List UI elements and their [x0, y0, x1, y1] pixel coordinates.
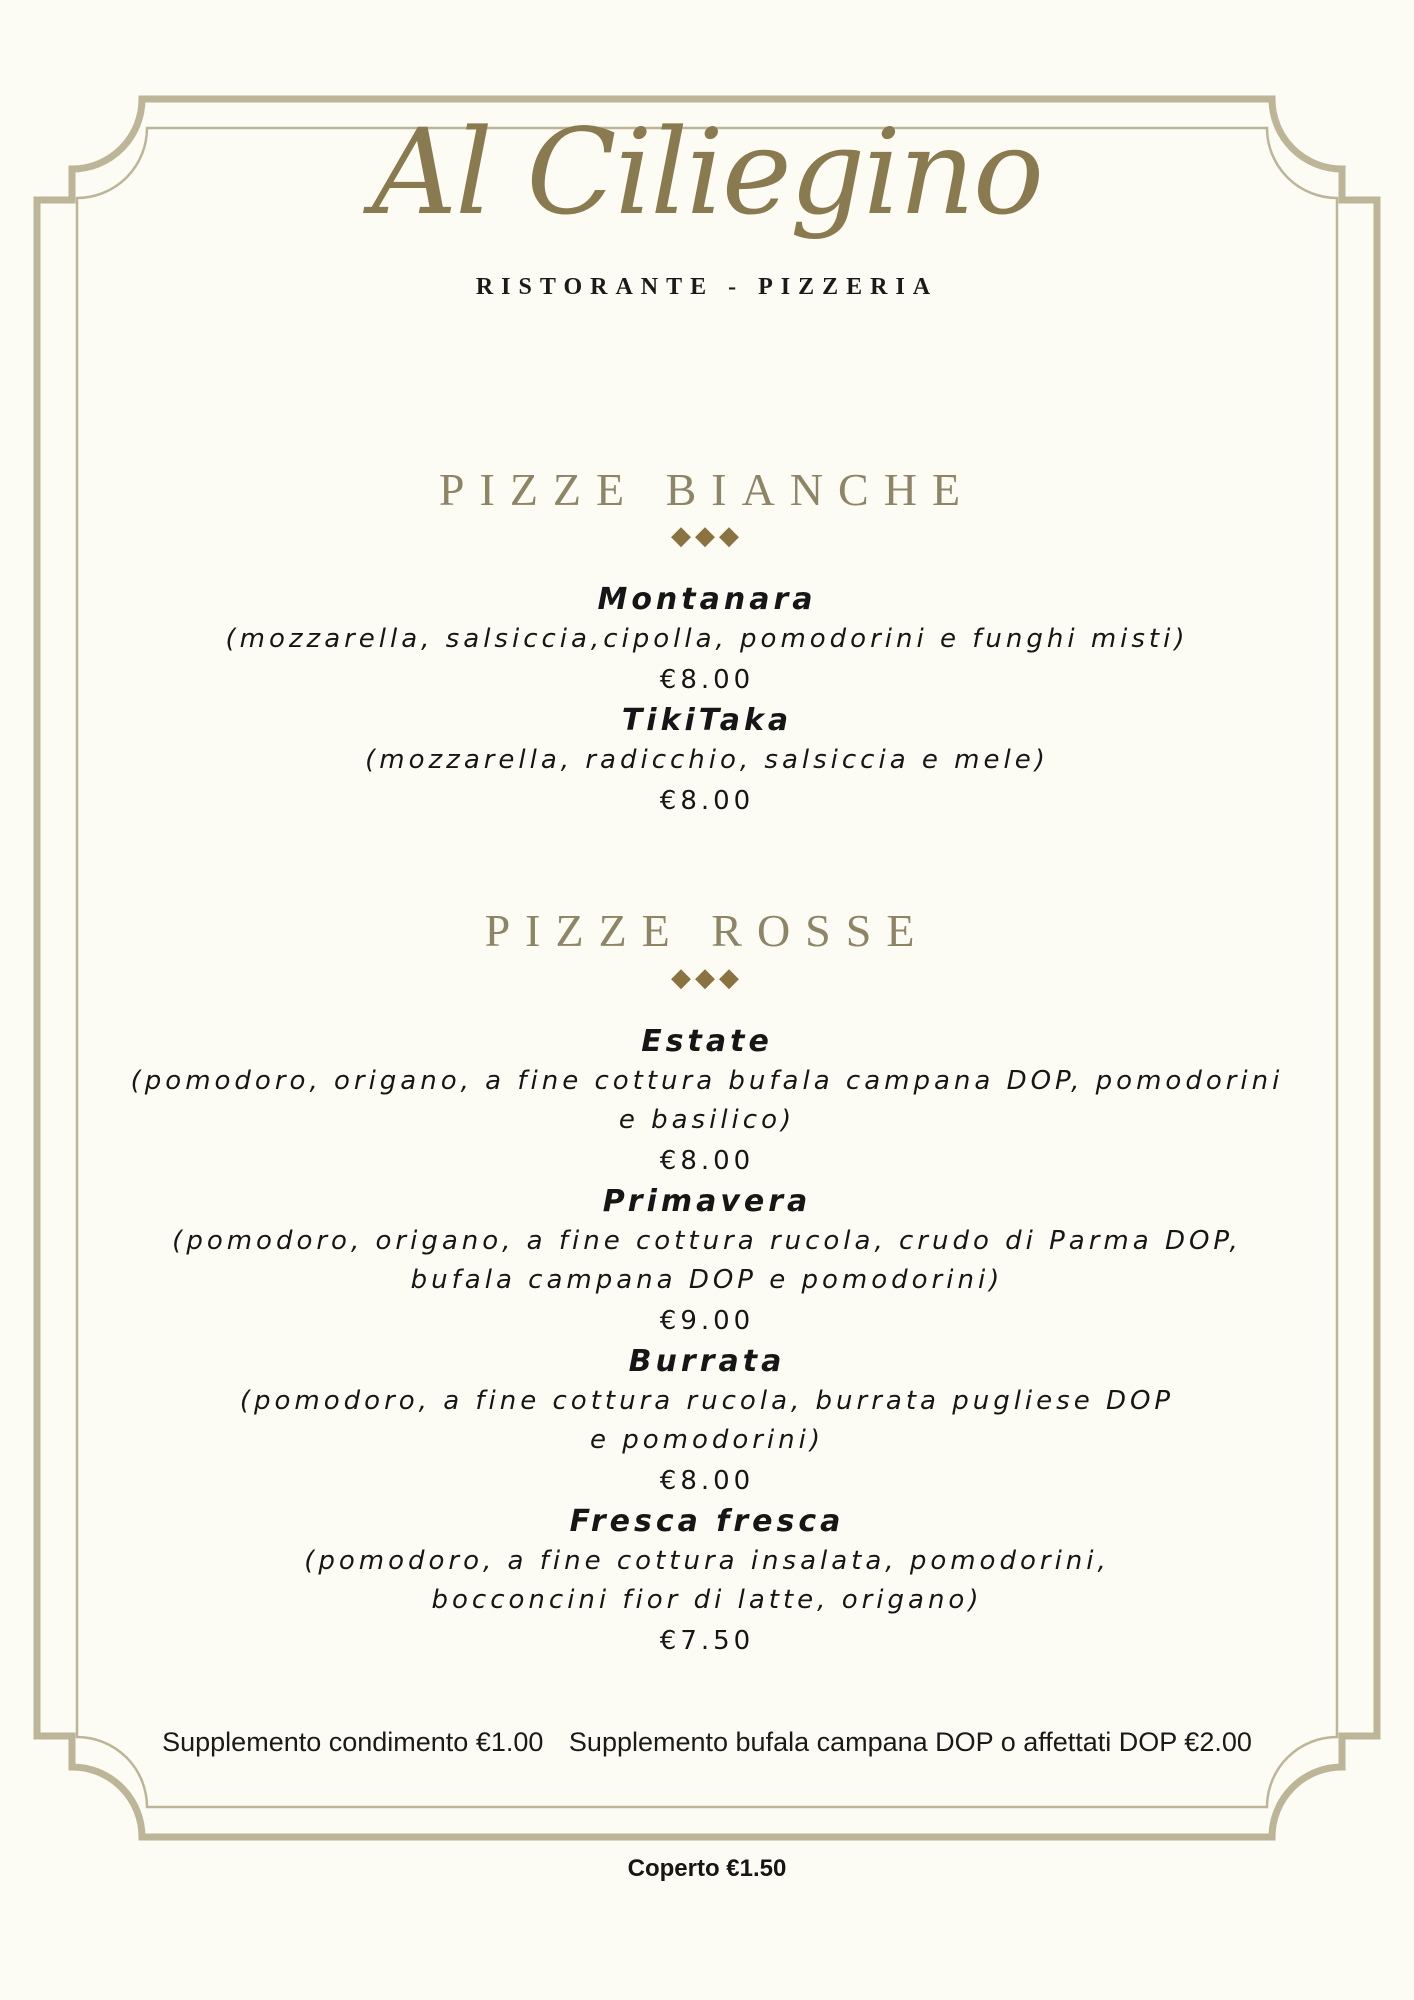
item-description: e pomodorini) — [589, 1425, 825, 1455]
item-description: (pomodoro, origano, a fine cottura bufala campana DOP, pomodorini — [130, 1066, 1284, 1096]
item-name: TikiTaka — [621, 703, 793, 738]
item-description: (mozzarella, salsiccia,cipolla, pomodorini e funghi misti) — [225, 624, 1189, 654]
item-name: Estate — [641, 1024, 773, 1059]
item-description: bufala campana DOP e pomodorini) — [410, 1265, 1004, 1295]
item-name: Burrata — [628, 1344, 786, 1379]
section-title: PIZZE BIANCHE — [438, 464, 976, 515]
menu-item — [0, 1502, 1414, 1662]
item-price: €8.00 — [659, 665, 755, 695]
menu-list-pizze-bianche — [0, 580, 1414, 822]
item-description: (pomodoro, a fine cottura rucola, burrata pugliese DOP — [239, 1386, 1175, 1416]
menu-item — [0, 1182, 1414, 1342]
menu-item — [0, 1342, 1414, 1502]
section-title: PIZZE ROSSE — [484, 905, 930, 956]
item-description: e basilico) — [618, 1105, 796, 1135]
supplement-bufala-affettati: Supplemento bufala campana DOP o affettati DOP €2.00 — [568, 1727, 1252, 1757]
item-description: (mozzarella, radicchio, salsiccia e mele) — [365, 745, 1049, 775]
item-description: (pomodoro, origano, a fine cottura rucola, crudo di Parma DOP, — [172, 1226, 1242, 1256]
section-divider: ◆◆◆ — [671, 520, 743, 550]
restaurant-subtitle: RISTORANTE - PIZZERIA — [475, 274, 939, 300]
supplement-condimento: Supplemento condimento €1.00 — [162, 1727, 544, 1757]
item-name: Montanara — [597, 582, 817, 617]
item-price: €9.00 — [659, 1306, 755, 1336]
coperto-charge: Coperto €1.50 — [627, 1855, 787, 1882]
menu-item — [0, 580, 1414, 701]
item-name: Primavera — [602, 1184, 812, 1219]
item-price: €8.00 — [659, 1466, 755, 1496]
section-divider: ◆◆◆ — [671, 962, 743, 992]
item-price: €8.00 — [659, 1146, 755, 1176]
restaurant-logo: Al Ciliegino — [371, 103, 1043, 241]
menu-item — [0, 701, 1414, 822]
menu-item — [0, 1022, 1414, 1182]
section-title-pizze-rosse — [0, 903, 1414, 959]
item-price: €7.50 — [659, 1626, 755, 1656]
section-title-pizze-bianche — [0, 462, 1414, 518]
item-description: (pomodoro, a fine cottura insalata, pomodorini, — [304, 1546, 1110, 1576]
item-price: €8.00 — [659, 786, 755, 816]
menu-list-pizze-rosse — [0, 1022, 1414, 1662]
item-name: Fresca fresca — [569, 1504, 845, 1539]
supplements-line — [0, 1727, 1414, 1758]
item-description: bocconcini fior di latte, origano) — [431, 1585, 983, 1615]
